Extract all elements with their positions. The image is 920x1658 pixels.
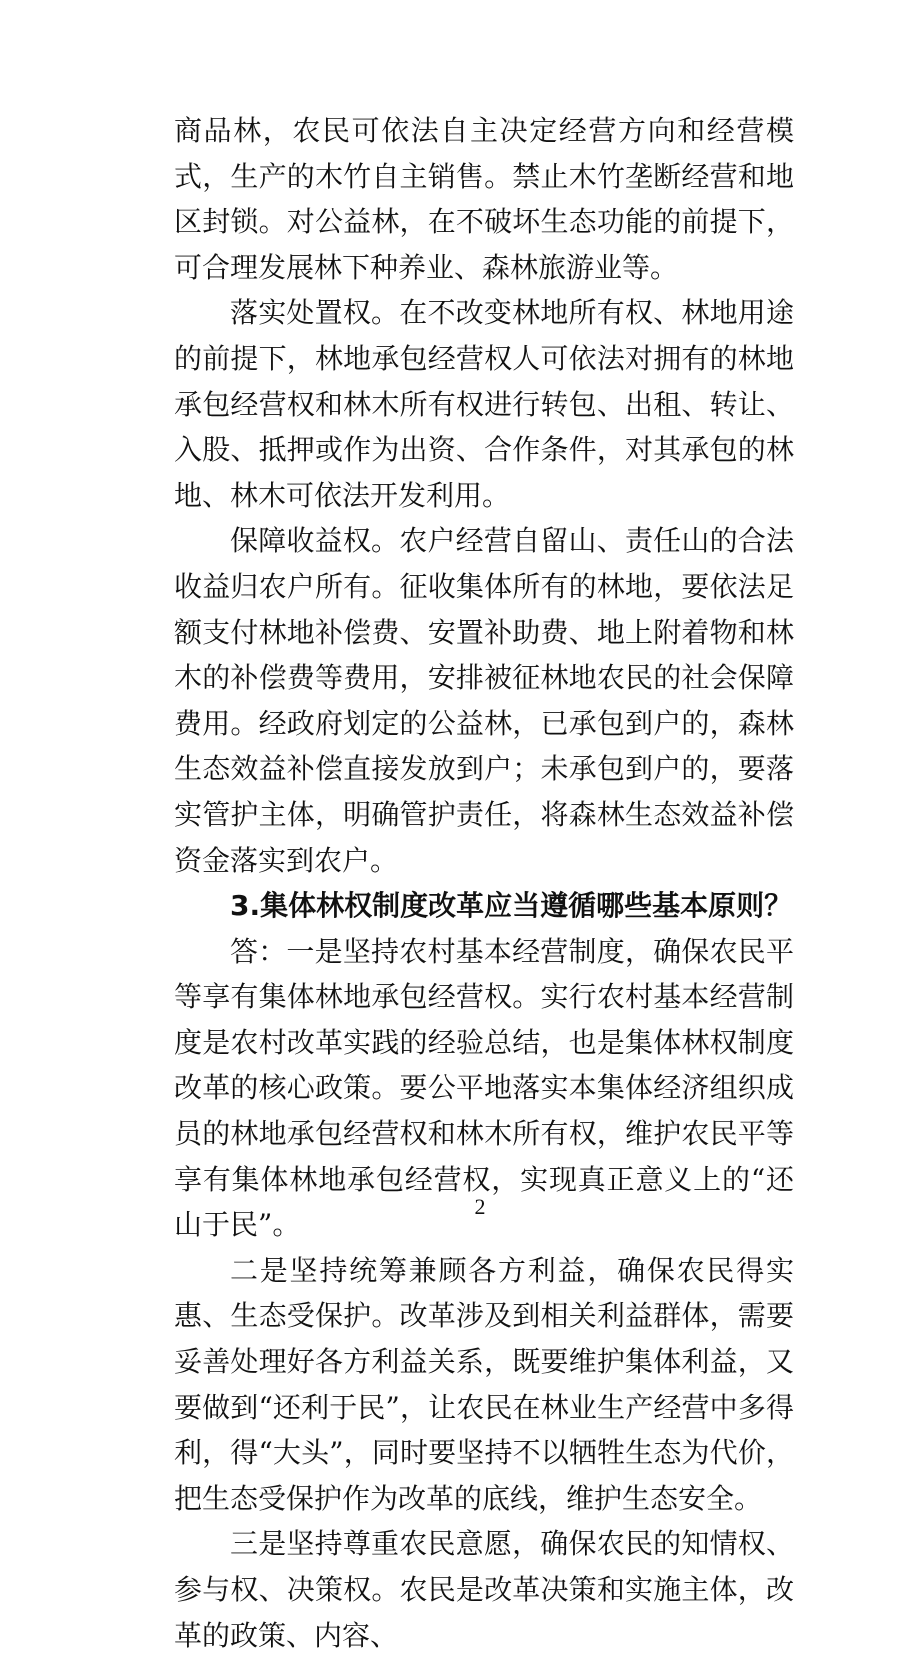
paragraph-income-right: 保障收益权。农户经营自留山、责任山的合法收益归农户所有。征收集体所有的林地，要依法足额支付林地补偿费、安置补助费、地上附着物和林木的补偿费等费用，安排被征林地农民的社会保障费用。经政府划定的公益林，已承包到户的，森林生态效益补偿直接发放到户；未承包到户的，要落实管护主体，明确管护责任，将森林生态效益补偿资金落实到农户。 bbox=[174, 524, 794, 877]
document-body bbox=[174, 108, 794, 1658]
paragraph-continuation: 商品林，农民可依法自主决定经营方向和经营模式，生产的木竹自主销售。禁止木竹垄断经营和地区封锁。对公益林，在不破坏生态功能的前提下，可合理发展林下种养业、森林旅游业等。 bbox=[174, 114, 794, 284]
paragraph-answer-first-principle: 答：一是坚持农村基本经营制度，确保农民平等享有集体林地承包经营权。实行农村基本经营制度是农村改革实践的经验总结，也是集体林权制度改革的核心政策。要公平地落实本集体经济组织成员的林地承包经营权和林木所有权，维护农民平等享有集体林地承包经营权，实现真正意义上的“还山于民”。 bbox=[174, 934, 794, 1242]
page-number: 2 bbox=[474, 1194, 486, 1219]
paragraph-second-principle: 二是坚持统筹兼顾各方利益，确保农民得实惠、生态受保护。改革涉及到相关利益群体，需要妥善处理好各方利益关系，既要维护集体利益，又要做到“还利于民”，让农民在林业生产经营中多得利，得“大头”，同时要坚持不以牺牲生态为代价，把生态受保护作为改革的底线，维护生态安全。 bbox=[174, 1253, 794, 1515]
paragraph-third-principle: 三是坚持尊重农民意愿，确保农民的知情权、参与权、决策权。农民是改革决策和实施主体，改革的政策、内容、 bbox=[174, 1527, 794, 1652]
question-heading: 3.集体林权制度改革应当遵循哪些基本原则？ bbox=[230, 889, 793, 923]
paragraph-disposal-right: 落实处置权。在不改变林地所有权、林地用途的前提下，林地承包经营权人可依法对拥有的林地承包经营权和林木所有权进行转包、出租、转让、入股、抵押或作为出资、合作条件，对其承包的林地、林木可依法开发利用。 bbox=[174, 296, 794, 512]
